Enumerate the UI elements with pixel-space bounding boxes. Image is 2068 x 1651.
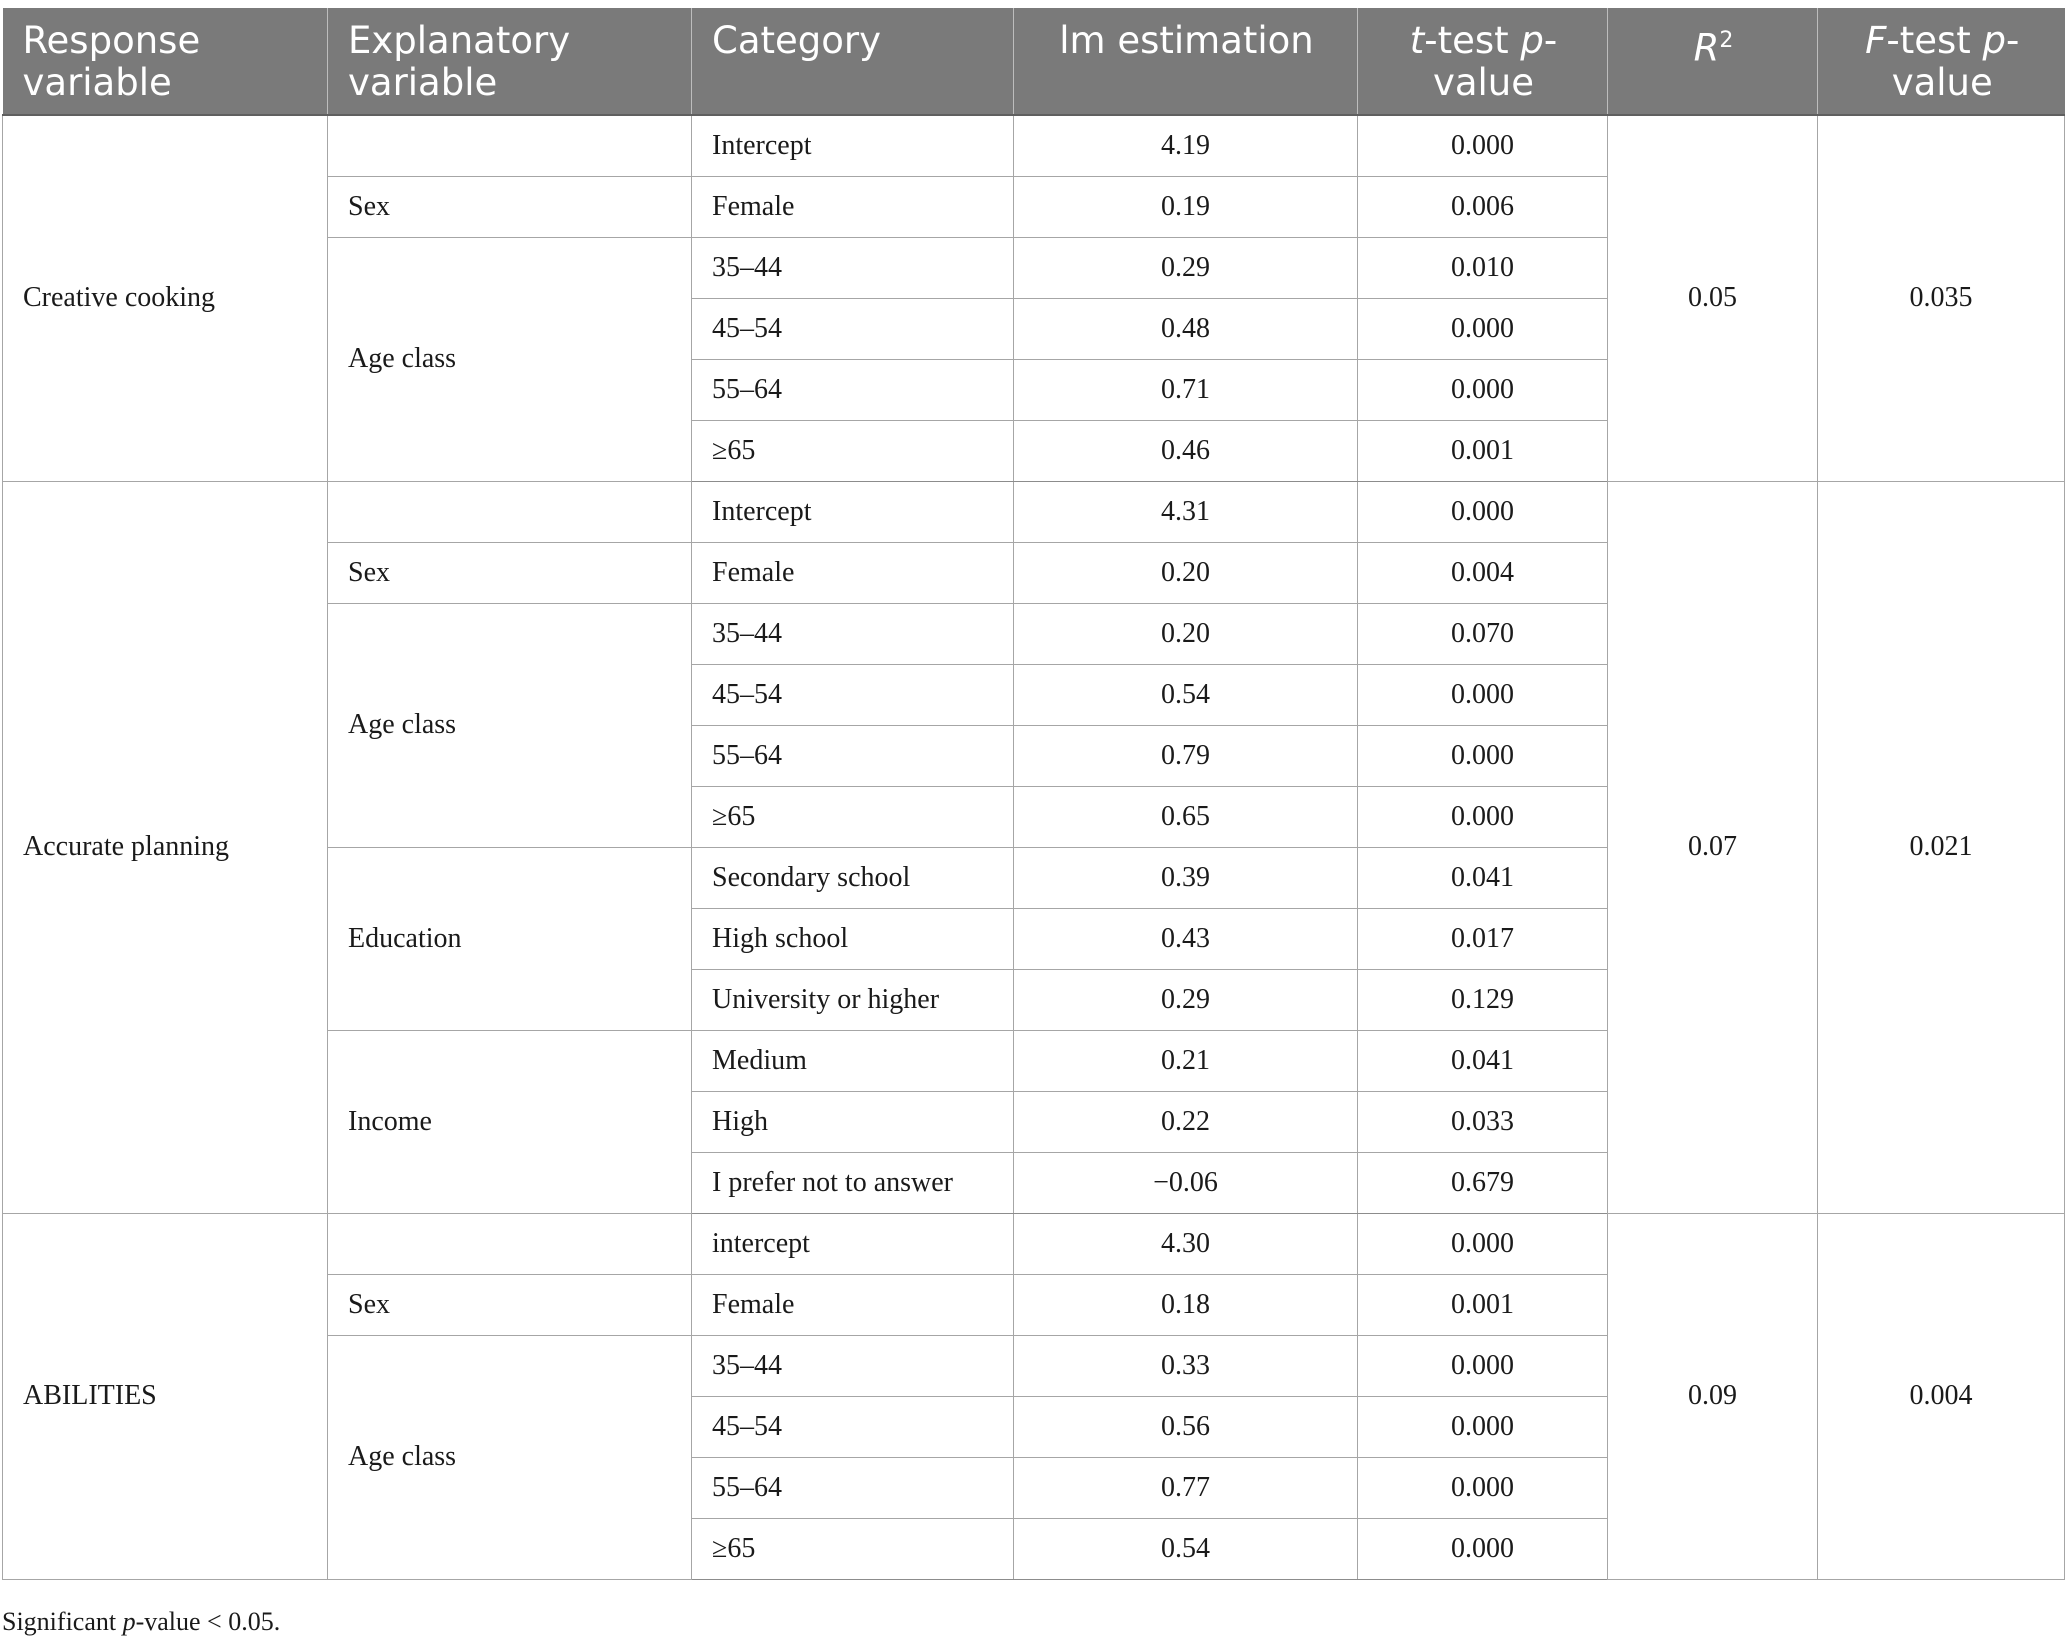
category-cell: I prefer not to answer xyxy=(692,1152,1014,1213)
header-f-test-word: -test xyxy=(1886,19,1983,62)
response-variable-cell: ABILITIES xyxy=(3,1213,328,1579)
table-row xyxy=(3,1213,2065,1274)
footnote-suffix: -value < 0.05. xyxy=(135,1607,281,1636)
t-test-p-value-cell: 0.000 xyxy=(1358,1518,1608,1579)
category-cell: 35–44 xyxy=(692,237,1014,298)
lm-estimation-cell: 0.48 xyxy=(1014,298,1358,359)
explanatory-variable-cell xyxy=(328,115,692,176)
header-t-p-letter: p xyxy=(1520,19,1544,62)
t-test-p-value-cell: 0.129 xyxy=(1358,969,1608,1030)
lm-estimation-cell: 0.56 xyxy=(1014,1396,1358,1457)
lm-estimation-cell: 0.21 xyxy=(1014,1030,1358,1091)
header-explanatory-variable: Explanatory variable xyxy=(328,8,692,115)
t-test-p-value-cell: 0.000 xyxy=(1358,481,1608,542)
explanatory-variable-cell: Age class xyxy=(328,237,692,481)
category-cell: intercept xyxy=(692,1213,1014,1274)
header-r-squared xyxy=(1608,8,1818,115)
header-t-value-word: -value xyxy=(1432,19,1558,104)
category-cell: ≥65 xyxy=(692,1518,1014,1579)
f-test-p-value-cell: 0.021 xyxy=(1818,481,2065,1213)
t-test-p-value-cell: 0.010 xyxy=(1358,237,1608,298)
category-cell: Medium xyxy=(692,1030,1014,1091)
t-test-p-value-cell: 0.017 xyxy=(1358,908,1608,969)
lm-estimation-cell: 0.79 xyxy=(1014,725,1358,786)
category-cell: Female xyxy=(692,176,1014,237)
category-cell: University or higher xyxy=(692,969,1014,1030)
lm-estimation-cell: 0.39 xyxy=(1014,847,1358,908)
t-test-p-value-cell: 0.041 xyxy=(1358,847,1608,908)
t-test-p-value-cell: 0.070 xyxy=(1358,603,1608,664)
category-cell: ≥65 xyxy=(692,420,1014,481)
lm-estimation-cell: 0.43 xyxy=(1014,908,1358,969)
header-r-superscript: 2 xyxy=(1719,28,1734,53)
category-cell: Secondary school xyxy=(692,847,1014,908)
table-header xyxy=(3,8,2065,115)
regression-table xyxy=(2,8,2065,1580)
r-squared-cell: 0.09 xyxy=(1608,1213,1818,1579)
response-variable-cell: Creative cooking xyxy=(3,115,328,481)
header-t-test-word: -test xyxy=(1424,19,1521,62)
category-cell: 45–54 xyxy=(692,298,1014,359)
lm-estimation-cell: 0.33 xyxy=(1014,1335,1358,1396)
lm-estimation-cell: 0.20 xyxy=(1014,542,1358,603)
t-test-p-value-cell: 0.000 xyxy=(1358,359,1608,420)
table-body xyxy=(3,115,2065,1579)
t-test-p-value-cell: 0.679 xyxy=(1358,1152,1608,1213)
t-test-p-value-cell: 0.041 xyxy=(1358,1030,1608,1091)
lm-estimation-cell: 0.65 xyxy=(1014,786,1358,847)
f-test-p-value-cell: 0.035 xyxy=(1818,115,2065,481)
header-f-letter: F xyxy=(1865,19,1887,62)
explanatory-variable-cell: Age class xyxy=(328,603,692,847)
category-cell: 35–44 xyxy=(692,1335,1014,1396)
header-f-value-word: -value xyxy=(1891,19,2020,104)
t-test-p-value-cell: 0.000 xyxy=(1358,664,1608,725)
header-r-letter: R xyxy=(1693,26,1720,70)
lm-estimation-cell: 0.19 xyxy=(1014,176,1358,237)
lm-estimation-cell: 0.54 xyxy=(1014,1518,1358,1579)
footnote xyxy=(2,1607,280,1637)
category-cell: High xyxy=(692,1091,1014,1152)
lm-estimation-cell: 0.54 xyxy=(1014,664,1358,725)
response-variable-cell: Accurate planning xyxy=(3,481,328,1213)
t-test-p-value-cell: 0.000 xyxy=(1358,1213,1608,1274)
category-cell: Intercept xyxy=(692,115,1014,176)
t-test-p-value-cell: 0.001 xyxy=(1358,420,1608,481)
t-test-p-value-cell: 0.000 xyxy=(1358,725,1608,786)
t-test-p-value-cell: 0.000 xyxy=(1358,298,1608,359)
t-test-p-value-cell: 0.000 xyxy=(1358,1457,1608,1518)
category-cell: 55–64 xyxy=(692,1457,1014,1518)
t-test-p-value-cell: 0.000 xyxy=(1358,786,1608,847)
explanatory-variable-cell: Sex xyxy=(328,1274,692,1335)
explanatory-variable-cell: Income xyxy=(328,1030,692,1213)
category-cell: 45–54 xyxy=(692,1396,1014,1457)
t-test-p-value-cell: 0.000 xyxy=(1358,115,1608,176)
explanatory-variable-cell xyxy=(328,1213,692,1274)
lm-estimation-cell: 0.29 xyxy=(1014,969,1358,1030)
lm-estimation-cell: 0.22 xyxy=(1014,1091,1358,1152)
table-row xyxy=(3,481,2065,542)
explanatory-variable-cell: Sex xyxy=(328,542,692,603)
header-row xyxy=(3,8,2065,115)
f-test-p-value-cell: 0.004 xyxy=(1818,1213,2065,1579)
lm-estimation-cell: 4.30 xyxy=(1014,1213,1358,1274)
t-test-p-value-cell: 0.006 xyxy=(1358,176,1608,237)
t-test-p-value-cell: 0.000 xyxy=(1358,1396,1608,1457)
category-cell: Female xyxy=(692,542,1014,603)
header-t-letter: t xyxy=(1409,19,1425,62)
lm-estimation-cell: 0.18 xyxy=(1014,1274,1358,1335)
header-response-variable: Response variable xyxy=(3,8,328,115)
lm-estimation-cell: 4.31 xyxy=(1014,481,1358,542)
lm-estimation-cell: 0.77 xyxy=(1014,1457,1358,1518)
lm-estimation-cell: 0.71 xyxy=(1014,359,1358,420)
r-squared-cell: 0.07 xyxy=(1608,481,1818,1213)
category-cell: 55–64 xyxy=(692,359,1014,420)
category-cell: Intercept xyxy=(692,481,1014,542)
lm-estimation-cell: 4.19 xyxy=(1014,115,1358,176)
header-f-p-letter: p xyxy=(1982,19,2007,62)
explanatory-variable-cell: Education xyxy=(328,847,692,1030)
category-cell: ≥65 xyxy=(692,786,1014,847)
lm-estimation-cell: 0.29 xyxy=(1014,237,1358,298)
footnote-prefix: Significant xyxy=(2,1607,123,1636)
r-squared-cell: 0.05 xyxy=(1608,115,1818,481)
category-cell: 35–44 xyxy=(692,603,1014,664)
table-row xyxy=(3,115,2065,176)
header-category: Category xyxy=(692,8,1014,115)
category-cell: High school xyxy=(692,908,1014,969)
lm-estimation-cell: −0.06 xyxy=(1014,1152,1358,1213)
category-cell: 45–54 xyxy=(692,664,1014,725)
category-cell: 55–64 xyxy=(692,725,1014,786)
explanatory-variable-cell: Sex xyxy=(328,176,692,237)
header-f-test-p-value xyxy=(1818,8,2065,115)
t-test-p-value-cell: 0.004 xyxy=(1358,542,1608,603)
t-test-p-value-cell: 0.000 xyxy=(1358,1335,1608,1396)
explanatory-variable-cell xyxy=(328,481,692,542)
header-t-test-p-value xyxy=(1358,8,1608,115)
t-test-p-value-cell: 0.001 xyxy=(1358,1274,1608,1335)
lm-estimation-cell: 0.46 xyxy=(1014,420,1358,481)
header-lm-estimation: lm estimation xyxy=(1014,8,1358,115)
category-cell: Female xyxy=(692,1274,1014,1335)
lm-estimation-cell: 0.20 xyxy=(1014,603,1358,664)
explanatory-variable-cell: Age class xyxy=(328,1335,692,1579)
footnote-p-letter: p xyxy=(122,1607,136,1636)
t-test-p-value-cell: 0.033 xyxy=(1358,1091,1608,1152)
